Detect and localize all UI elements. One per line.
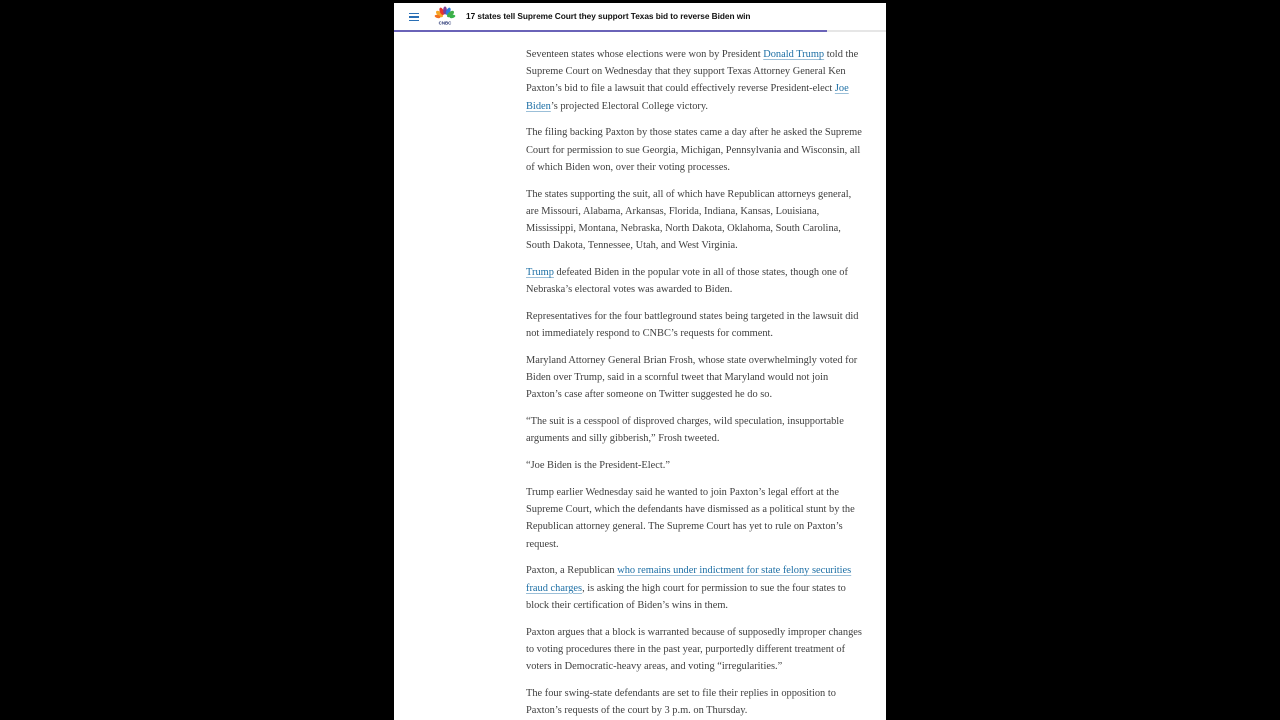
article-paragraph — [526, 308, 866, 342]
header-title: 17 states tell Supreme Court they support Texas bid to reverse Biden win — [466, 11, 751, 21]
article-paragraph — [526, 186, 866, 255]
article-paragraph — [526, 484, 866, 553]
reading-progress-bar — [394, 30, 886, 32]
paragraph-text: The four swing-state defendants are set to file their replies in opposition to Paxton’s requests of the court by 3 p.m. on Thursday. — [526, 687, 836, 717]
paragraph-text: “The suit is a cesspool of disproved charges, wild speculation, insupportable arguments and silly gibberish,” Frosh tweeted. — [526, 416, 844, 445]
article-paragraph — [526, 624, 866, 676]
article-page — [394, 3, 886, 720]
paragraph-text: Representatives for the four battleground states being targeted in the lawsuit did not immediately respond to CNBC’s requests for comment. — [526, 311, 859, 340]
article-paragraph — [526, 124, 866, 176]
article-paragraph — [526, 562, 866, 614]
paragraph-text: told the Supreme Court on Wednesday that they support Texas Attorney General Ken Paxton’s bid to file a lawsuit that could effectively reverse President-elect — [526, 49, 859, 95]
paragraph-text: Seventeen states whose elections were won by President — [526, 49, 764, 60]
paragraph-text: , is asking the high court for permission to sue the four states to block their certification of Biden’s wins in them. — [526, 582, 846, 611]
article-link[interactable]: Joe Biden — [526, 83, 849, 112]
article-paragraph — [526, 264, 866, 298]
paragraph-text: The filing backing Paxton by those states came a day after he asked the Supreme Court for permission to sue Georgia, Michigan, Pennsylvania and Wisconsin, all of which Biden won, over their voting processes. — [526, 127, 862, 173]
paragraph-text: ’s projected Electoral College victory. — [550, 100, 708, 112]
article-link[interactable]: Trump — [526, 267, 554, 279]
hamburger-menu-icon[interactable] — [409, 13, 419, 21]
paragraph-text: defeated Biden in the popular vote in all of those states, though one of Nebraska’s electoral votes was awarded to Biden. — [526, 267, 848, 296]
paragraph-text: Paxton argues that a block is warranted because of supposedly improper changes to voting procedures there in the past year, purportedly different treatment of voters in Democratic-heavy areas, and voting “irregularities.” — [526, 626, 862, 673]
cnbc-peacock-logo[interactable] — [433, 6, 457, 26]
paragraph-text: Paxton, a Republican — [526, 565, 618, 577]
paragraph-text: The states supporting the suit, all of which have Republican attorneys general, are Missouri, Alabama, Arkansas, Florida, Indiana, Kansas, Louisiana, Mississippi, Montana, Nebraska, North Dakota, Oklahoma, South Carolina, South Dakota, Tennessee, Utah, and West Virginia. — [526, 188, 852, 252]
article-paragraph — [526, 685, 866, 719]
article-body — [526, 46, 866, 720]
article-link[interactable]: who remains under indictment for state felony securities fraud charges — [526, 565, 852, 594]
article-paragraph — [526, 352, 866, 404]
sticky-header — [394, 3, 886, 30]
article-paragraph — [526, 46, 866, 115]
paragraph-text: “Joe Biden is the President-Elect.” — [526, 460, 670, 472]
article-paragraph — [526, 457, 866, 474]
paragraph-text: Maryland Attorney General Brian Frosh, whose state overwhelmingly voted for Biden over Trump, said in a scornful tweet that Maryland would not join Paxton’s case after someone on Twitter suggested he do so. — [526, 355, 858, 401]
article-paragraph — [526, 413, 866, 447]
article-link[interactable]: Donald Trump — [763, 49, 825, 60]
reading-progress-fill — [394, 30, 827, 32]
paragraph-text: Trump earlier Wednesday said he wanted to join Paxton’s legal effort at the Supreme Court, which the defendants have dismissed as a political stunt by the Republican attorney general. The Supreme Court has yet to rule on Paxton’s request. — [526, 487, 855, 550]
svg-text:CNBC: CNBC — [438, 20, 452, 26]
